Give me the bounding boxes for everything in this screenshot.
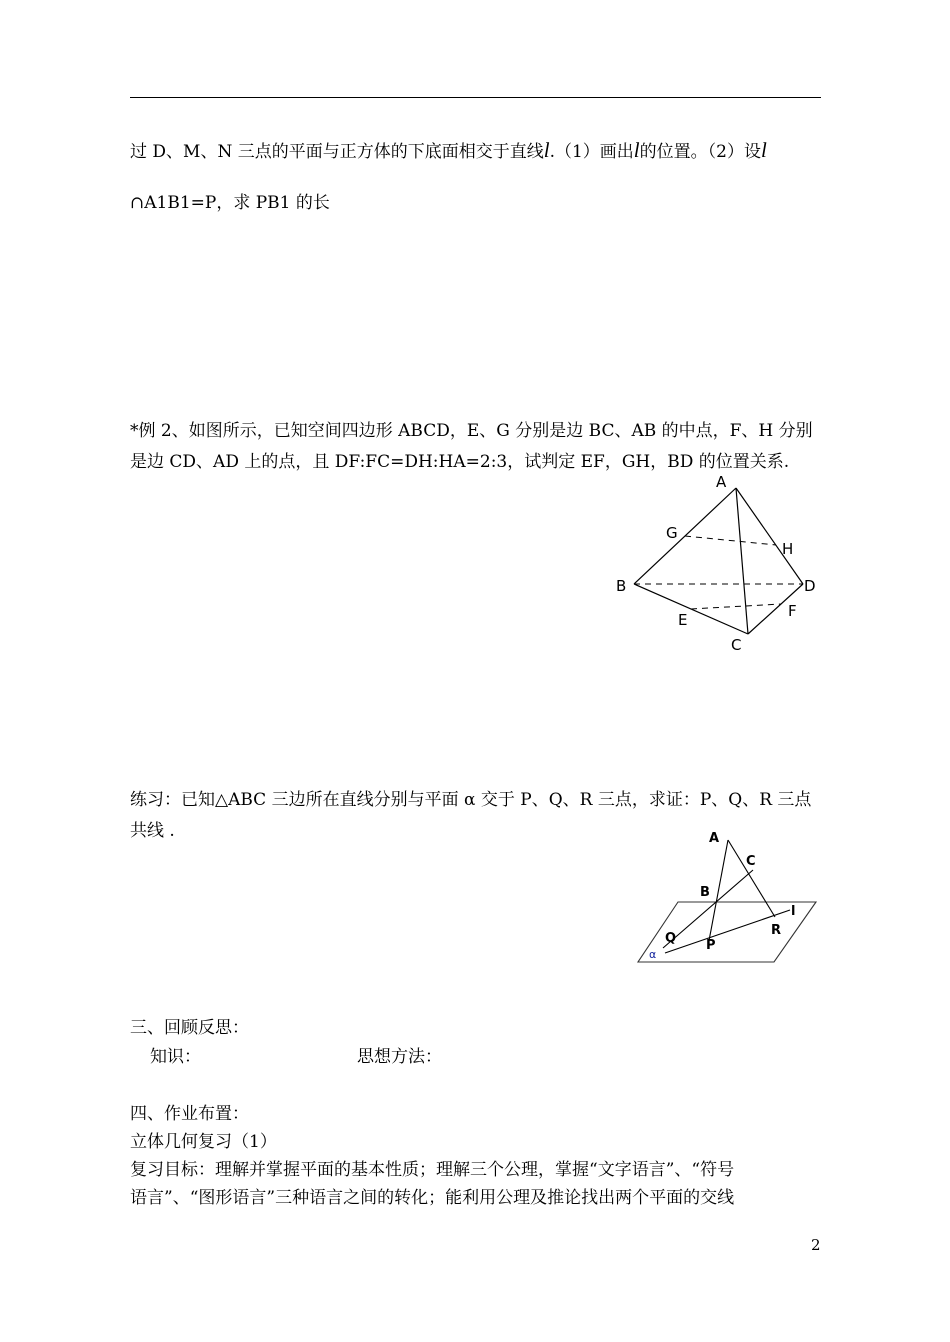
line-ac: [728, 840, 775, 917]
label-h: H: [782, 540, 794, 558]
edge-ad: [736, 488, 803, 584]
label-q: Q: [665, 931, 677, 946]
label-alpha: α: [649, 948, 657, 961]
homework-line-1: 复习目标：理解并掌握平面的基本性质；理解三个公理，掌握“文字语言”、“符号: [130, 1160, 735, 1180]
segment-gh-hidden: [685, 536, 776, 545]
line-bc: [663, 870, 753, 948]
label-p: P: [706, 938, 716, 953]
practice-line-1: 练习：已知△ABC 三边所在直线分别与平面 α 交于 P、Q、R 三点，求证：P、Q、R 三点: [130, 790, 812, 810]
homework-title: 立体几何复习（1）: [130, 1132, 277, 1152]
homework-line-2: 语言”、“图形语言”三种语言之间的转化；能利用公理及推论找出两个平面的交线: [130, 1188, 735, 1208]
label-c: C: [731, 636, 742, 654]
segment-ef-hidden: [691, 604, 781, 609]
line-ab: [708, 840, 728, 946]
review-method: 思想方法：: [357, 1047, 442, 1067]
label-a: A: [709, 831, 720, 846]
label-b: B: [700, 885, 710, 900]
tetrahedron-figure: [600, 468, 840, 658]
header-rule: [130, 97, 821, 98]
label-g: G: [666, 524, 678, 542]
line-symbol-l: l: [543, 138, 550, 162]
line-symbol-l: l: [633, 138, 640, 162]
label-c: C: [746, 854, 756, 869]
homework-heading: 四、作业布置：: [130, 1104, 249, 1124]
plane-triangle-figure: [630, 822, 830, 970]
practice-line-2: 共线 .: [130, 821, 175, 841]
label-a: A: [716, 473, 727, 491]
problem-text-part-1: 过 D、M、N 三点的平面与正方体的下底面相交于直线: [130, 142, 544, 162]
label-l: l: [791, 904, 796, 919]
label-e: E: [678, 611, 688, 629]
problem-text-line-1: [130, 139, 767, 163]
line-symbol-l: l: [760, 138, 767, 162]
problem-text-line-2: ∩A1B1=P，求 PB1 的长: [130, 193, 330, 213]
problem-text-part-3: 的位置。（2）设: [639, 142, 761, 162]
review-knowledge: 知识：: [150, 1047, 201, 1067]
label-d: D: [804, 577, 816, 595]
review-heading: 三、回顾反思：: [130, 1018, 249, 1038]
example-2-line-1: *例 2、如图所示，已知空间四边形 ABCD，E、G 分别是边 BC、AB 的中点，F、H 分别: [130, 421, 813, 441]
label-r: R: [771, 923, 782, 938]
edge-ac: [736, 488, 748, 634]
label-f: F: [788, 602, 797, 620]
example-2-line-2: 是边 CD、AD 上的点，且 DF:FC=DH:HA=2:3，试判定 EF，GH，BD 的位置关系.: [130, 452, 790, 472]
problem-text-part-2: .（1）画出: [549, 142, 634, 162]
page-number: 2: [811, 1236, 821, 1254]
label-b: B: [616, 577, 627, 595]
